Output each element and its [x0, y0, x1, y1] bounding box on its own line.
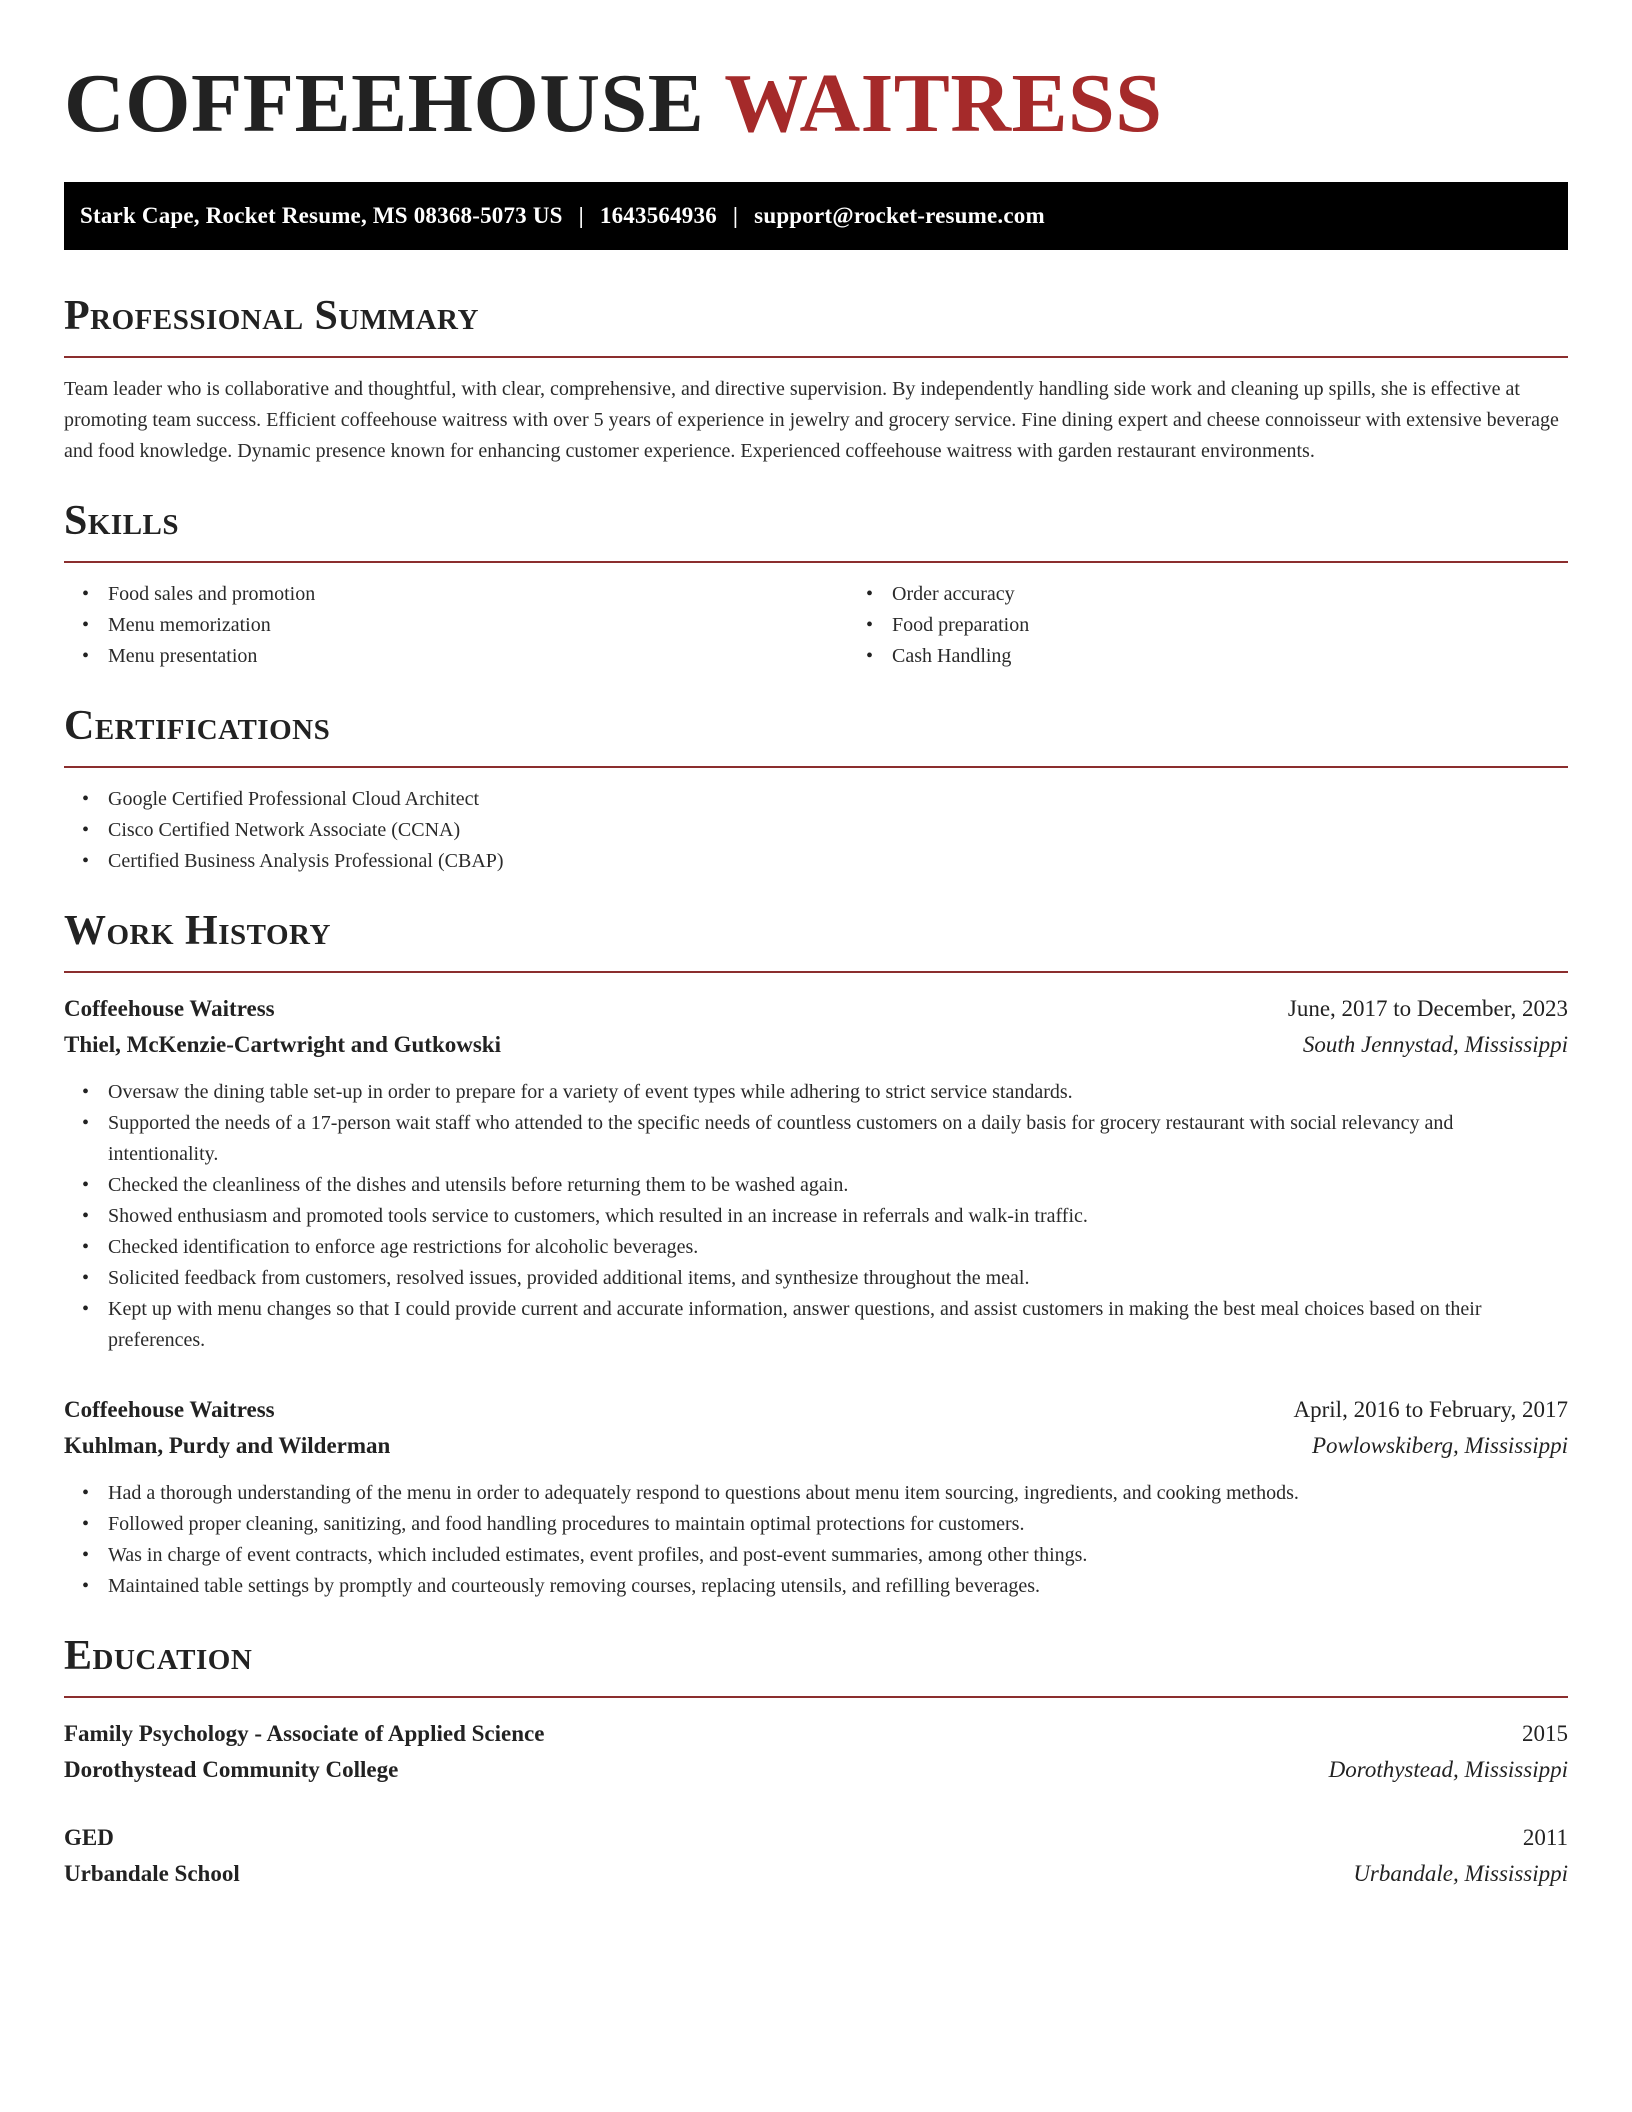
education-location: Urbandale, Mississippi [1353, 1861, 1568, 1886]
skill-item: • Cash Handling [892, 641, 1632, 672]
education-degree: GED [64, 1825, 114, 1850]
contact-email: support@rocket-resume.com [754, 203, 1045, 228]
education-school-row [64, 1856, 1568, 1892]
skill-item: • Menu presentation [108, 641, 848, 672]
skills-title: Skills [64, 498, 180, 544]
job-duties-list [64, 1077, 1568, 1356]
job-role: Coffeehouse Waitress [64, 1397, 275, 1422]
job-duty: • Had a thorough understanding of the menu in order to adequately respond to questions about menu item sourcing, ingredients, and cooking methods. [108, 1478, 1568, 1509]
skill-item: • Food sales and promotion [108, 579, 848, 610]
job-duty: • Followed proper cleaning, sanitizing, and food handling procedures to maintain optimal protections for customers. [108, 1509, 1568, 1540]
certification-item: • Cisco Certified Network Associate (CCNA) [108, 815, 1568, 846]
job-duty: • Solicited feedback from customers, resolved issues, provided additional items, and synthesize throughout the meal. [108, 1263, 1568, 1294]
job-duty: • Maintained table settings by promptly and courteously removing courses, replacing utensils, and refilling beverages. [108, 1571, 1568, 1602]
education-header-row [64, 1820, 1568, 1856]
job-role: Coffeehouse Waitress [64, 996, 275, 1021]
certifications-list [64, 784, 1568, 877]
summary-section [64, 292, 1568, 467]
summary-text: Team leader who is collaborative and thoughtful, with clear, comprehensive, and directive supervision. By independently handling side work and cleaning up spills, she is effective at promoting team success. Efficient coffeehouse waitress with over 5 years of experience in jewelry and grocery service. Fine dining expert and cheese connoisseur with extensive beverage and food knowledge. Dynamic presence known for enhancing customer experience. Experienced coffeehouse waitress with garden restaurant environments. [64, 378, 1559, 462]
work-history-section [64, 907, 1568, 1602]
certification-item: • Google Certified Professional Cloud Architect [108, 784, 1568, 815]
education-year: 2011 [1522, 1825, 1568, 1850]
job-duty: • Oversaw the dining table set-up in order to prepare for a variety of event types while adhering to strict service standards. [108, 1077, 1568, 1108]
job-entry [64, 991, 1568, 1356]
job-location: Powlowskiberg, Mississippi [1312, 1433, 1568, 1458]
contact-separator: | [732, 203, 739, 228]
job-header-row [64, 991, 1568, 1027]
work-history-title: Work History [64, 908, 331, 954]
certifications-title: Certifications [64, 703, 331, 749]
section-divider [64, 766, 1568, 768]
section-divider [64, 356, 1568, 358]
skill-item: • Menu memorization [108, 610, 848, 641]
job-company-row [64, 1027, 1568, 1063]
education-school: Urbandale School [64, 1861, 240, 1886]
section-divider [64, 561, 1568, 563]
skills-list-right [848, 579, 1632, 672]
skill-item: • Order accuracy [892, 579, 1632, 610]
job-company: Kuhlman, Purdy and Wilderman [64, 1433, 391, 1458]
contact-phone: 1643564936 [599, 203, 717, 228]
job-duty: • Kept up with menu changes so that I could provide current and accurate information, answer questions, and assist customers in making the best meal choices based on their preferences. [108, 1294, 1568, 1356]
education-location: Dorothystead, Mississippi [1328, 1757, 1568, 1782]
education-section [64, 1632, 1568, 1892]
section-divider [64, 1696, 1568, 1698]
job-duty: • Checked the cleanliness of the dishes and utensils before returning them to be washed again. [108, 1170, 1568, 1201]
job-location: South Jennystad, Mississippi [1302, 1032, 1568, 1057]
job-company: Thiel, McKenzie-Cartwright and Gutkowski [64, 1032, 501, 1057]
job-header-row [64, 1392, 1568, 1428]
name-first: COFFEEHOUSE [64, 57, 705, 150]
education-entry [64, 1716, 1568, 1788]
section-divider [64, 971, 1568, 973]
job-dates: April, 2016 to February, 2017 [1293, 1397, 1568, 1422]
job-duty: • Supported the needs of a 17-person wait staff who attended to the specific needs of countless customers on a daily basis for grocery restaurant with social relevancy and intentionality. [108, 1108, 1568, 1170]
education-header-row [64, 1716, 1568, 1752]
job-duty: • Checked identification to enforce age restrictions for alcoholic beverages. [108, 1232, 1568, 1263]
job-company-row [64, 1428, 1568, 1464]
skills-section [64, 497, 1568, 672]
contact-bar [64, 182, 1568, 250]
education-school-row [64, 1752, 1568, 1788]
job-entry [64, 1392, 1568, 1602]
education-entry [64, 1820, 1568, 1892]
job-dates: June, 2017 to December, 2023 [1287, 996, 1568, 1021]
name-second: WAITRESS [724, 57, 1163, 150]
skills-list-left [64, 579, 848, 672]
skill-item: • Food preparation [892, 610, 1632, 641]
education-degree: Family Psychology - Associate of Applied Science [64, 1721, 545, 1746]
education-title: Education [64, 1633, 253, 1679]
job-duty: • Showed enthusiasm and promoted tools service to customers, which resulted in an increase in referrals and walk-in traffic. [108, 1201, 1568, 1232]
job-duties-list [64, 1478, 1568, 1602]
contact-address: Stark Cape, Rocket Resume, MS 08368-5073 US [80, 203, 563, 228]
contact-separator: | [578, 203, 584, 228]
education-year: 2015 [1522, 1721, 1568, 1746]
education-school: Dorothystead Community College [64, 1757, 399, 1782]
skills-grid [64, 579, 1568, 672]
candidate-name [64, 56, 1568, 152]
summary-title: Professional Summary [64, 293, 479, 339]
job-duty: • Was in charge of event contracts, which included estimates, event profiles, and post-event summaries, among other things. [108, 1540, 1568, 1571]
certifications-section [64, 702, 1568, 877]
certification-item: • Certified Business Analysis Professional (CBAP) [108, 846, 1568, 877]
